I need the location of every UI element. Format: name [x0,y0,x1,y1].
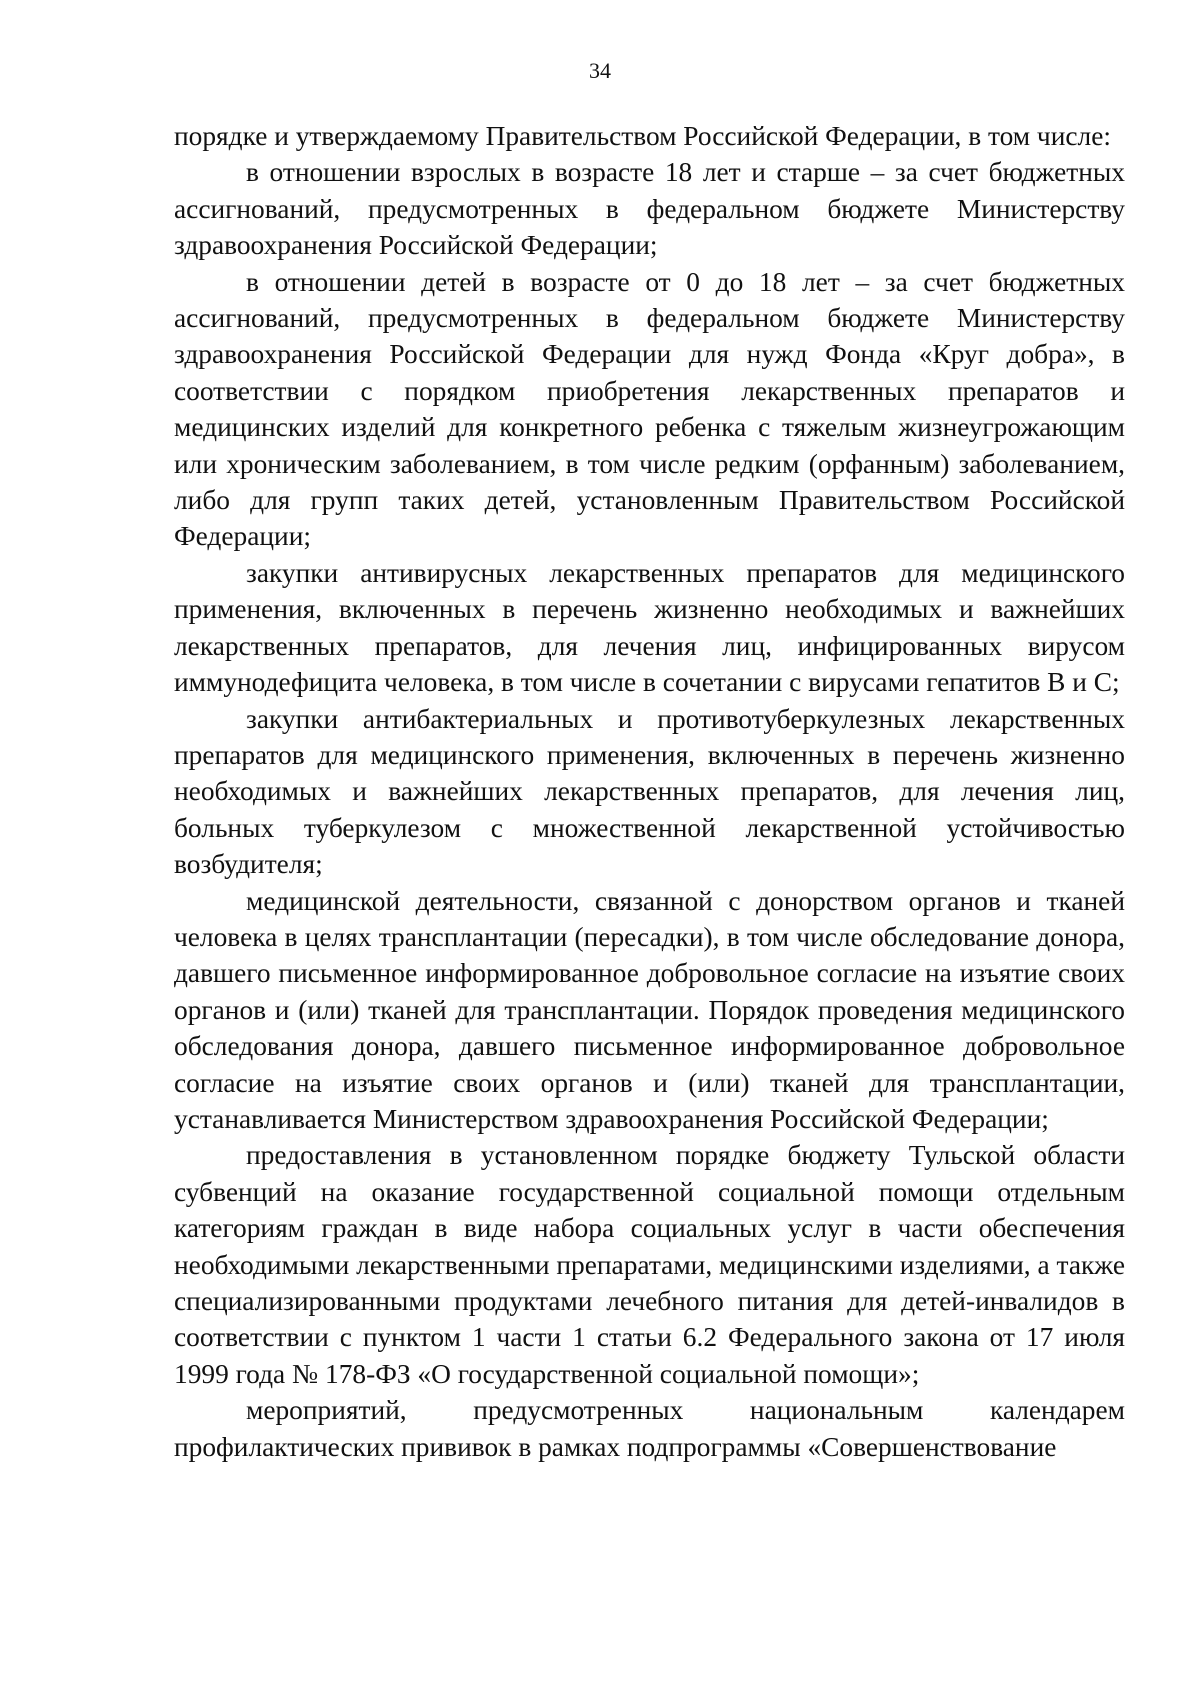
paragraph: в отношении взрослых в возрасте 18 лет и старше – за счет бюджетных ассигнований, предусмотренных в федеральном бюджете Министерству здравоохранения Российской Федерации; [174,157,1125,261]
paragraph: медицинской деятельности, связанной с донорством органов и тканей человека в целях трансплантации (пересадки), в том числе обследование донора, давшего письменное информированное добровольное согласие на изъятие своих органов и (или) тканей для трансплантации. Порядок проведения медицинского обследования донора, давшего письменное информированное добровольное согласие на изъятие своих органов и (или) тканей для трансплантации, устанавливается Министерством здравоохранения Российской Федерации; [174,885,1125,1134]
document-body [174,118,1125,1465]
paragraph: закупки антивирусных лекарственных препаратов для медицинского применения, включенных в перечень жизненно необходимых и важнейших лекарственных препаратов, для лечения лиц, инфицированных вирусом иммунодефицита человека, в том числе в сочетании с вирусами гепатитов B и C; [174,557,1125,698]
page-number: 34 [589,58,611,83]
paragraph: закупки антибактериальных и противотуберкулезных лекарственных препаратов для медицинского применения, включенных в перечень жизненно необходимых и важнейших лекарственных препаратов, для лечения лиц, больных туберкулезом с множественной лекарственной устойчивостью возбудителя; [174,703,1125,880]
paragraph: мероприятий, предусмотренных национальным календарем профилактических прививок в рамках подпрограммы «Совершенствование [174,1395,1125,1462]
paragraph: в отношении детей в возрасте от 0 до 18 лет – за счет бюджетных ассигнований, предусмотренных в федеральном бюджете Министерству здравоохранения Российской Федерации для нужд Фонда «Круг добра», в соответствии с порядком приобретения лекарственных препаратов и медицинских изделий для конкретного ребенка с тяжелым жизнеугрожающим или хроническим заболеванием, в том числе редким (орфанным) заболеванием, либо для групп таких детей, установленным Правительством Российской Федерации; [174,266,1125,552]
paragraph: порядке и утверждаемому Правительством Российской Федерации, в том числе: [174,121,1111,151]
paragraph: предоставления в установленном порядке бюджету Тульской области субвенций на оказание государственной социальной помощи отдельным категориям граждан в виде набора социальных услуг в части обеспечения необходимыми лекарственными препаратами, медицинскими изделиями, а также специализированными продуктами лечебного питания для детей-инвалидов в соответствии с пунктом 1 части 1 статьи 6.2 Федерального закона от 17 июля 1999 года № 178-ФЗ «О государственной социальной помощи»; [174,1140,1125,1389]
